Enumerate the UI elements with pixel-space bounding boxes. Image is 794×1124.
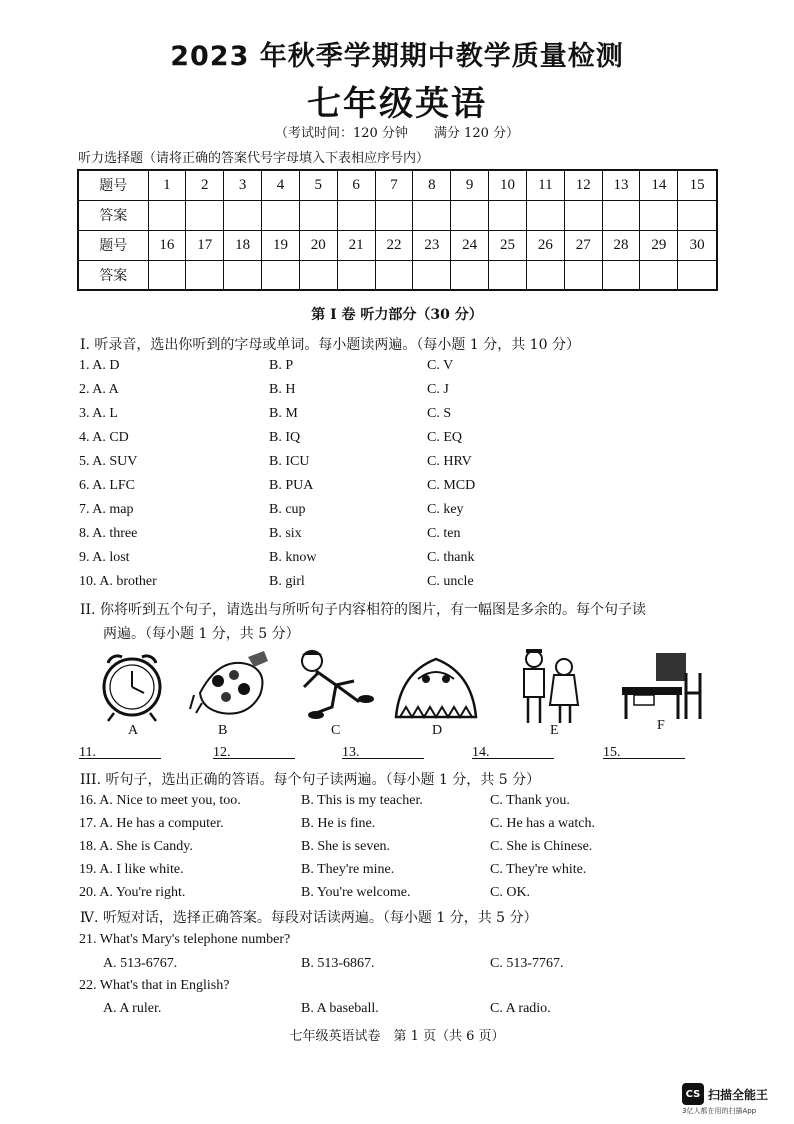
grid-cell: 2 bbox=[186, 170, 224, 200]
option-a[interactable]: 10. A. brother bbox=[79, 574, 157, 589]
scanner-watermark bbox=[682, 1083, 768, 1105]
option-b[interactable]: B. M bbox=[269, 406, 298, 421]
grid-answer-row bbox=[78, 260, 717, 290]
grid-cell: 16 bbox=[148, 230, 186, 260]
answer-box[interactable] bbox=[451, 260, 489, 290]
option-c[interactable]: C. uncle bbox=[427, 574, 474, 589]
grid-cell: 12 bbox=[564, 170, 602, 200]
option-a[interactable]: 1. A. D bbox=[79, 358, 120, 373]
part1-heading: Ⅰ. 听录音，选出你听到的字母或单词。每小题读两遍。（每小题 1 分，共 10 分） bbox=[80, 337, 580, 353]
answer-box[interactable] bbox=[678, 200, 717, 230]
grid-cell: 11 bbox=[526, 170, 564, 200]
option-b[interactable]: B. They're mine. bbox=[301, 862, 395, 877]
question-row bbox=[79, 502, 719, 524]
answer-box[interactable] bbox=[375, 260, 413, 290]
blank-number: 11. bbox=[79, 745, 96, 760]
subject-title: 七年级英语 bbox=[307, 84, 487, 124]
option-b[interactable]: B. PUA bbox=[269, 478, 314, 493]
grid-cell: 17 bbox=[186, 230, 224, 260]
grid-cell: 10 bbox=[489, 170, 527, 200]
grid-cell: 5 bbox=[299, 170, 337, 200]
answer-blank[interactable] bbox=[342, 745, 424, 759]
grid-cell: 9 bbox=[451, 170, 489, 200]
option-a[interactable]: A. A ruler. bbox=[103, 1001, 162, 1016]
option-c[interactable]: C. HRV bbox=[427, 454, 472, 469]
blank-number: 14. bbox=[472, 745, 490, 760]
answer-box[interactable] bbox=[148, 200, 186, 230]
option-b[interactable]: B. IQ bbox=[269, 430, 301, 445]
question-text: 22. What's that in English? bbox=[79, 978, 230, 993]
question-text: 21. What's Mary's telephone number? bbox=[79, 932, 291, 947]
option-c[interactable]: C. He has a watch. bbox=[490, 816, 595, 831]
watermark-name: 扫描全能王 bbox=[708, 1087, 769, 1102]
option-a[interactable]: 8. A. three bbox=[79, 526, 138, 541]
part2-heading-cont: 两遍。（每小题 1 分，共 5 分） bbox=[103, 626, 300, 642]
grid-cell: 8 bbox=[413, 170, 451, 200]
option-c[interactable]: C. V bbox=[427, 358, 454, 373]
grid-cell: 20 bbox=[299, 230, 337, 260]
running-boy-icon bbox=[288, 645, 378, 730]
picture-label: B bbox=[218, 723, 228, 738]
option-b[interactable]: B. You're welcome. bbox=[301, 885, 411, 900]
answer-box[interactable] bbox=[602, 200, 640, 230]
question-row bbox=[79, 816, 719, 838]
grid-cell: 13 bbox=[602, 170, 640, 200]
picture-label: D bbox=[432, 723, 443, 738]
picture-label: F bbox=[657, 718, 665, 733]
part2-heading: II. 你将听到五个句子，请选出与所听句子内容相符的图片，有一幅图是多余的。每个句子读 bbox=[80, 602, 646, 618]
grid-cell: 24 bbox=[451, 230, 489, 260]
answer-box[interactable] bbox=[299, 260, 337, 290]
broken-building-icon bbox=[390, 645, 480, 730]
option-c[interactable]: C. Thank you. bbox=[490, 793, 570, 808]
answer-box[interactable] bbox=[337, 200, 375, 230]
part4-heading: Ⅳ. 听短对话，选择正确答案。每段对话读两遍。（每小题 1 分，共 5 分） bbox=[80, 910, 538, 926]
answer-box[interactable] bbox=[451, 200, 489, 230]
option-a[interactable]: 2. A. A bbox=[79, 382, 119, 397]
answer-box[interactable] bbox=[299, 200, 337, 230]
picture-strip bbox=[90, 645, 720, 735]
grid-cell: 1 bbox=[148, 170, 186, 200]
question-stem bbox=[79, 932, 719, 954]
picture-label: E bbox=[550, 723, 559, 738]
question-row bbox=[79, 550, 719, 572]
answer-box[interactable] bbox=[489, 200, 527, 230]
grid-cell: 3 bbox=[224, 170, 262, 200]
blank-number: 15. bbox=[603, 745, 621, 760]
answer-blank[interactable] bbox=[213, 745, 295, 759]
exam-time-note: （考试时间：120 分钟 满分 120 分） bbox=[274, 126, 520, 141]
answer-box[interactable] bbox=[186, 260, 224, 290]
grid-label-answer: 答案 bbox=[78, 260, 148, 290]
option-a[interactable]: 16. A. Nice to meet you, too. bbox=[79, 793, 241, 808]
option-a[interactable]: 17. A. He has a computer. bbox=[79, 816, 224, 831]
grid-cell: 4 bbox=[262, 170, 300, 200]
blank-number: 13. bbox=[342, 745, 360, 760]
answer-box[interactable] bbox=[526, 260, 564, 290]
option-b[interactable]: B. P bbox=[269, 358, 294, 373]
grid-answer-row bbox=[78, 200, 717, 230]
option-c[interactable]: C. A radio. bbox=[490, 1001, 551, 1016]
two-people-icon bbox=[506, 645, 596, 730]
grid-cell: 25 bbox=[489, 230, 527, 260]
grid-cell: 6 bbox=[337, 170, 375, 200]
grid-number-row bbox=[78, 230, 717, 260]
camscanner-logo-icon: CS bbox=[682, 1083, 704, 1105]
question-row bbox=[79, 430, 719, 452]
answer-grid bbox=[77, 169, 718, 291]
answer-box[interactable] bbox=[564, 260, 602, 290]
answer-box[interactable] bbox=[186, 200, 224, 230]
grid-cell: 30 bbox=[678, 230, 717, 260]
blank-number: 12. bbox=[213, 745, 231, 760]
option-c[interactable]: C. OK. bbox=[490, 885, 531, 900]
question-row bbox=[79, 454, 719, 476]
answer-box[interactable] bbox=[489, 260, 527, 290]
option-a[interactable]: 3. A. L bbox=[79, 406, 118, 421]
option-b[interactable]: B. 513-6867. bbox=[301, 956, 375, 971]
section-title: 第 I 卷 听力部分（30 分） bbox=[311, 307, 483, 323]
answer-blanks bbox=[79, 745, 719, 767]
option-c[interactable]: C. She is Chinese. bbox=[490, 839, 593, 854]
grid-cell: 26 bbox=[526, 230, 564, 260]
option-a[interactable]: 18. A. She is Candy. bbox=[79, 839, 193, 854]
option-b[interactable]: B. cup bbox=[269, 502, 306, 517]
grid-cell: 14 bbox=[640, 170, 678, 200]
answer-blank[interactable] bbox=[472, 745, 554, 759]
option-c[interactable]: C. They're white. bbox=[490, 862, 587, 877]
option-a[interactable]: 20. A. You're right. bbox=[79, 885, 186, 900]
option-c[interactable]: C. J bbox=[427, 382, 449, 397]
question-row bbox=[79, 885, 719, 907]
answer-box[interactable] bbox=[337, 260, 375, 290]
grid-label-answer: 答案 bbox=[78, 200, 148, 230]
grid-number-row bbox=[78, 170, 717, 200]
option-b[interactable]: B. H bbox=[269, 382, 296, 397]
option-a[interactable]: 4. A. CD bbox=[79, 430, 129, 445]
answer-box[interactable] bbox=[678, 260, 717, 290]
grid-cell: 29 bbox=[640, 230, 678, 260]
option-b[interactable]: B. This is my teacher. bbox=[301, 793, 423, 808]
option-c[interactable]: C. MCD bbox=[427, 478, 476, 493]
grid-cell: 21 bbox=[337, 230, 375, 260]
answer-box[interactable] bbox=[224, 200, 262, 230]
grid-cell: 23 bbox=[413, 230, 451, 260]
grid-cell: 7 bbox=[375, 170, 413, 200]
question-row bbox=[79, 478, 719, 500]
grid-cell: 19 bbox=[262, 230, 300, 260]
option-c[interactable]: C. EQ bbox=[427, 430, 462, 445]
listening-instructions: 听力选择题（请将正确的答案代号字母填入下表相应序号内） bbox=[78, 151, 430, 166]
answer-box[interactable] bbox=[564, 200, 602, 230]
question-row bbox=[79, 839, 719, 861]
question-row bbox=[79, 793, 719, 815]
answer-blank[interactable] bbox=[79, 745, 161, 759]
answer-box[interactable] bbox=[262, 260, 300, 290]
option-a[interactable]: 19. A. I like white. bbox=[79, 862, 184, 877]
option-b[interactable]: B. girl bbox=[269, 574, 305, 589]
question-row bbox=[79, 862, 719, 884]
answer-box[interactable] bbox=[224, 260, 262, 290]
option-b[interactable]: B. ICU bbox=[269, 454, 310, 469]
option-a[interactable]: 7. A. map bbox=[79, 502, 134, 517]
grid-label-number: 题号 bbox=[78, 230, 148, 260]
part3-heading: III. 听句子，选出正确的答语。每个句子读两遍。（每小题 1 分，共 5 分） bbox=[80, 772, 541, 788]
option-c[interactable]: C. 513-7767. bbox=[490, 956, 564, 971]
grid-cell: 15 bbox=[678, 170, 717, 200]
option-b[interactable]: B. know bbox=[269, 550, 317, 565]
option-a[interactable]: 9. A. lost bbox=[79, 550, 130, 565]
question-row bbox=[79, 956, 719, 978]
question-row bbox=[79, 1001, 719, 1023]
option-a[interactable]: A. 513-6767. bbox=[103, 956, 178, 971]
option-a[interactable]: 5. A. SUV bbox=[79, 454, 138, 469]
picture-label: C bbox=[331, 723, 341, 738]
page-footer: 七年级英语试卷 第 1 页（共 6 页） bbox=[289, 1029, 505, 1044]
grid-cell: 22 bbox=[375, 230, 413, 260]
answer-box[interactable] bbox=[640, 260, 678, 290]
grid-label-number: 题号 bbox=[78, 170, 148, 200]
answer-box[interactable] bbox=[413, 260, 451, 290]
question-row bbox=[79, 526, 719, 548]
option-c[interactable]: C. key bbox=[427, 502, 464, 517]
option-b[interactable]: B. A baseball. bbox=[301, 1001, 379, 1016]
question-row bbox=[79, 358, 719, 380]
grid-cell: 27 bbox=[564, 230, 602, 260]
question-row bbox=[79, 406, 719, 428]
option-b[interactable]: B. She is seven. bbox=[301, 839, 391, 854]
option-c[interactable]: C. S bbox=[427, 406, 452, 421]
answer-box[interactable] bbox=[375, 200, 413, 230]
watermark-tagline: 3亿人都在用的扫描App bbox=[682, 1107, 757, 1115]
flower-bouquet-icon bbox=[188, 645, 278, 730]
grid-cell: 28 bbox=[602, 230, 640, 260]
answer-box[interactable] bbox=[148, 260, 186, 290]
answer-blank[interactable] bbox=[603, 745, 685, 759]
option-b[interactable]: B. six bbox=[269, 526, 302, 541]
answer-box[interactable] bbox=[602, 260, 640, 290]
option-b[interactable]: B. He is fine. bbox=[301, 816, 376, 831]
option-a[interactable]: 6. A. LFC bbox=[79, 478, 136, 493]
question-row bbox=[79, 382, 719, 404]
grid-cell: 18 bbox=[224, 230, 262, 260]
option-c[interactable]: C. thank bbox=[427, 550, 475, 565]
question-stem bbox=[79, 978, 719, 1000]
alarm-clock-icon bbox=[90, 645, 180, 730]
answer-box[interactable] bbox=[413, 200, 451, 230]
question-row bbox=[79, 574, 719, 596]
picture-label: A bbox=[128, 723, 139, 738]
answer-box[interactable] bbox=[640, 200, 678, 230]
answer-box[interactable] bbox=[262, 200, 300, 230]
option-c[interactable]: C. ten bbox=[427, 526, 461, 541]
answer-box[interactable] bbox=[526, 200, 564, 230]
exam-title: 2023 年秋季学期期中教学质量检测 bbox=[170, 41, 624, 72]
